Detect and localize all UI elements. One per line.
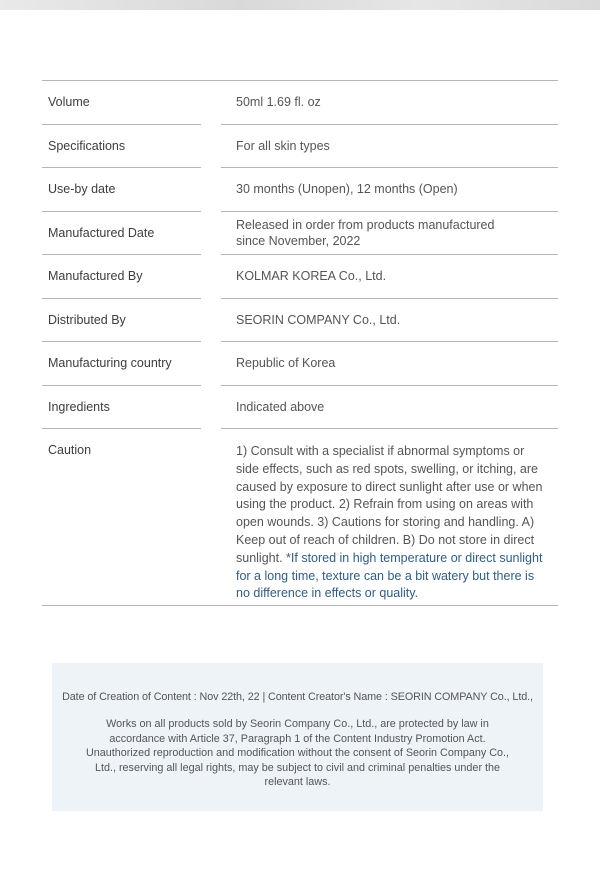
row-value: Released in order from products manufactured since November, 2022 bbox=[221, 212, 558, 256]
table-row-volume bbox=[42, 81, 558, 125]
row-value: KOLMAR KOREA Co., Ltd. bbox=[221, 255, 558, 299]
caution-text: 1) Consult with a specialist if abnormal symptoms or side effects, such as red spots, swelling, or itching, are caused by exposure to direct sunlight after use or when using the product. 2) Refrain from using on areas with open wounds. 3) Cautions for storing and handling. A) Keep out of reach of children. B) Do not store in direct sunlight. bbox=[236, 444, 543, 565]
row-label: Caution bbox=[48, 443, 92, 457]
row-label: Use-by date bbox=[42, 168, 201, 212]
caution-text-block bbox=[221, 429, 558, 604]
table-row-use-by-date bbox=[42, 168, 558, 212]
row-label: Distributed By bbox=[42, 299, 201, 343]
row-value: Republic of Korea bbox=[221, 342, 558, 386]
row-value: For all skin types bbox=[221, 125, 558, 169]
copyright-notice-box bbox=[52, 663, 543, 811]
table-row-caution bbox=[42, 429, 558, 604]
row-label: Specifications bbox=[42, 125, 201, 169]
copyright-legal-text: Works on all products sold by Seorin Company Co., Ltd., are protected by law in accordance with Article 37, Paragraph 1 of the Content Industry Promotion Act. Unauthorized reproduction and modification without the consent of Seorin Company Co., Ltd., reserving all legal rights, may be subject to civil and criminal penalties under the relevant laws. bbox=[85, 718, 510, 788]
row-label: Volume bbox=[42, 81, 201, 125]
table-row-manufactured-date bbox=[42, 212, 558, 256]
row-value: Indicated above bbox=[221, 386, 558, 430]
table-row-ingredients bbox=[42, 386, 558, 430]
table-row-manufacturing-country bbox=[42, 342, 558, 386]
row-value: SEORIN COMPANY Co., Ltd. bbox=[221, 299, 558, 343]
row-label: Ingredients bbox=[42, 386, 201, 430]
row-label: Manufactured By bbox=[42, 255, 201, 299]
row-value: 50ml 1.69 fl. oz bbox=[221, 81, 558, 125]
table-bottom-divider bbox=[42, 605, 558, 606]
table-row-manufactured-by bbox=[42, 255, 558, 299]
row-value: 30 months (Unopen), 12 months (Open) bbox=[221, 168, 558, 212]
row-label: Manufactured Date bbox=[42, 212, 201, 256]
content-creation-info: Date of Creation of Content : Nov 22th, 22 | Content Creator's Name : SEORIN COMPANY Co., Ltd., bbox=[62, 691, 533, 703]
row-label: Manufacturing country bbox=[42, 342, 201, 386]
top-image-strip bbox=[0, 0, 600, 10]
table-row-distributed-by bbox=[42, 299, 558, 343]
product-info-table bbox=[42, 80, 558, 604]
caution-highlight-text: *If stored in high temperature or direct sunlight for a long time, texture can be a bit watery but there is no difference in effects or quality. bbox=[236, 550, 543, 601]
table-row-specifications bbox=[42, 125, 558, 169]
